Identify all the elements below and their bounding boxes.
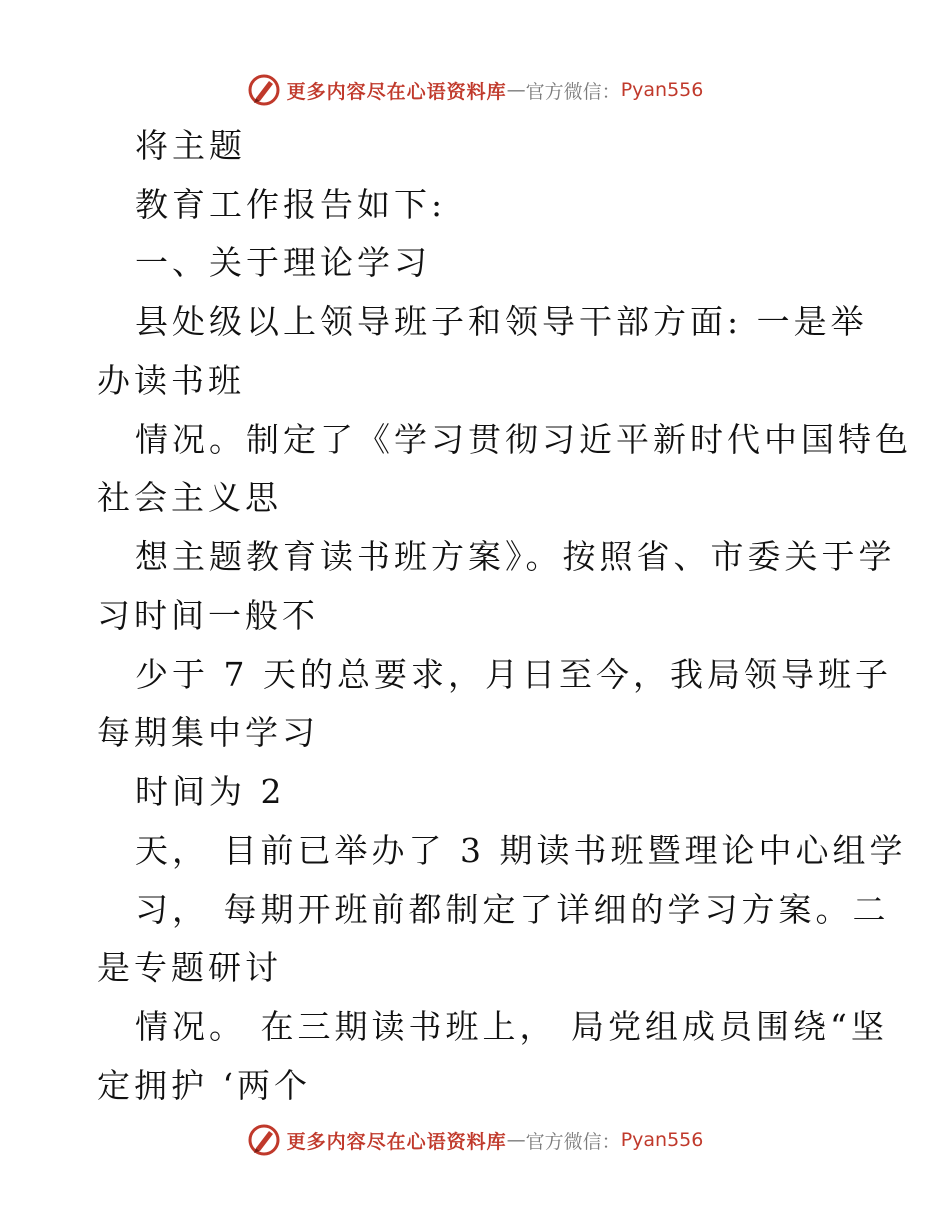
doc-line: 时间为 2	[135, 772, 286, 811]
doc-line: 情况。 在三期读书班上， 局党组成员围绕“坚	[135, 1007, 888, 1046]
doc-line: 将主题	[135, 126, 246, 165]
banner-dash: —	[506, 79, 526, 101]
doc-line: 情况。制定了《学习贯彻习近平新时代中国特色	[135, 420, 912, 459]
doc-line: 天， 目前已举办了 3 期读书班暨理论中心组学	[135, 831, 907, 870]
doc-line: 习时间一般不	[97, 596, 319, 635]
doc-line: 社会主义思	[97, 478, 282, 517]
banner-wechat-label: 官方微信：	[525, 1130, 621, 1153]
header-banner	[0, 70, 950, 110]
doc-line: 办读书班	[97, 361, 245, 400]
doc-line: 教育工作报告如下:	[135, 185, 447, 224]
footer-banner	[0, 1120, 950, 1160]
pen-logo-icon	[247, 1123, 281, 1157]
pen-logo-icon	[247, 73, 281, 107]
doc-line: 少于 7 天的总要求，月日至今，我局领导班子	[135, 655, 892, 694]
doc-line: 习， 每期开班前都制定了详细的学习方案。二	[135, 890, 890, 929]
doc-line: 想主题教育读书班方案》。按照省、市委关于学	[135, 537, 896, 576]
doc-line: 县处级以上领导班子和领导干部方面: 一是举	[135, 302, 868, 341]
banner-wechat-id: Pyan556	[620, 79, 704, 101]
banner-wechat-label: 官方微信：	[525, 80, 621, 103]
banner-main-text: 更多内容尽在心语资料库	[286, 1130, 507, 1153]
doc-line: 是专题研讨	[97, 948, 282, 987]
doc-line: 每期集中学习	[97, 713, 319, 752]
doc-line: 定拥护 ‘两个	[97, 1066, 311, 1105]
doc-line: 一、关于理论学习	[135, 243, 431, 282]
banner-main-text: 更多内容尽在心语资料库	[286, 80, 507, 103]
banner-dash: —	[506, 1129, 526, 1151]
banner-wechat-id: Pyan556	[620, 1129, 704, 1151]
